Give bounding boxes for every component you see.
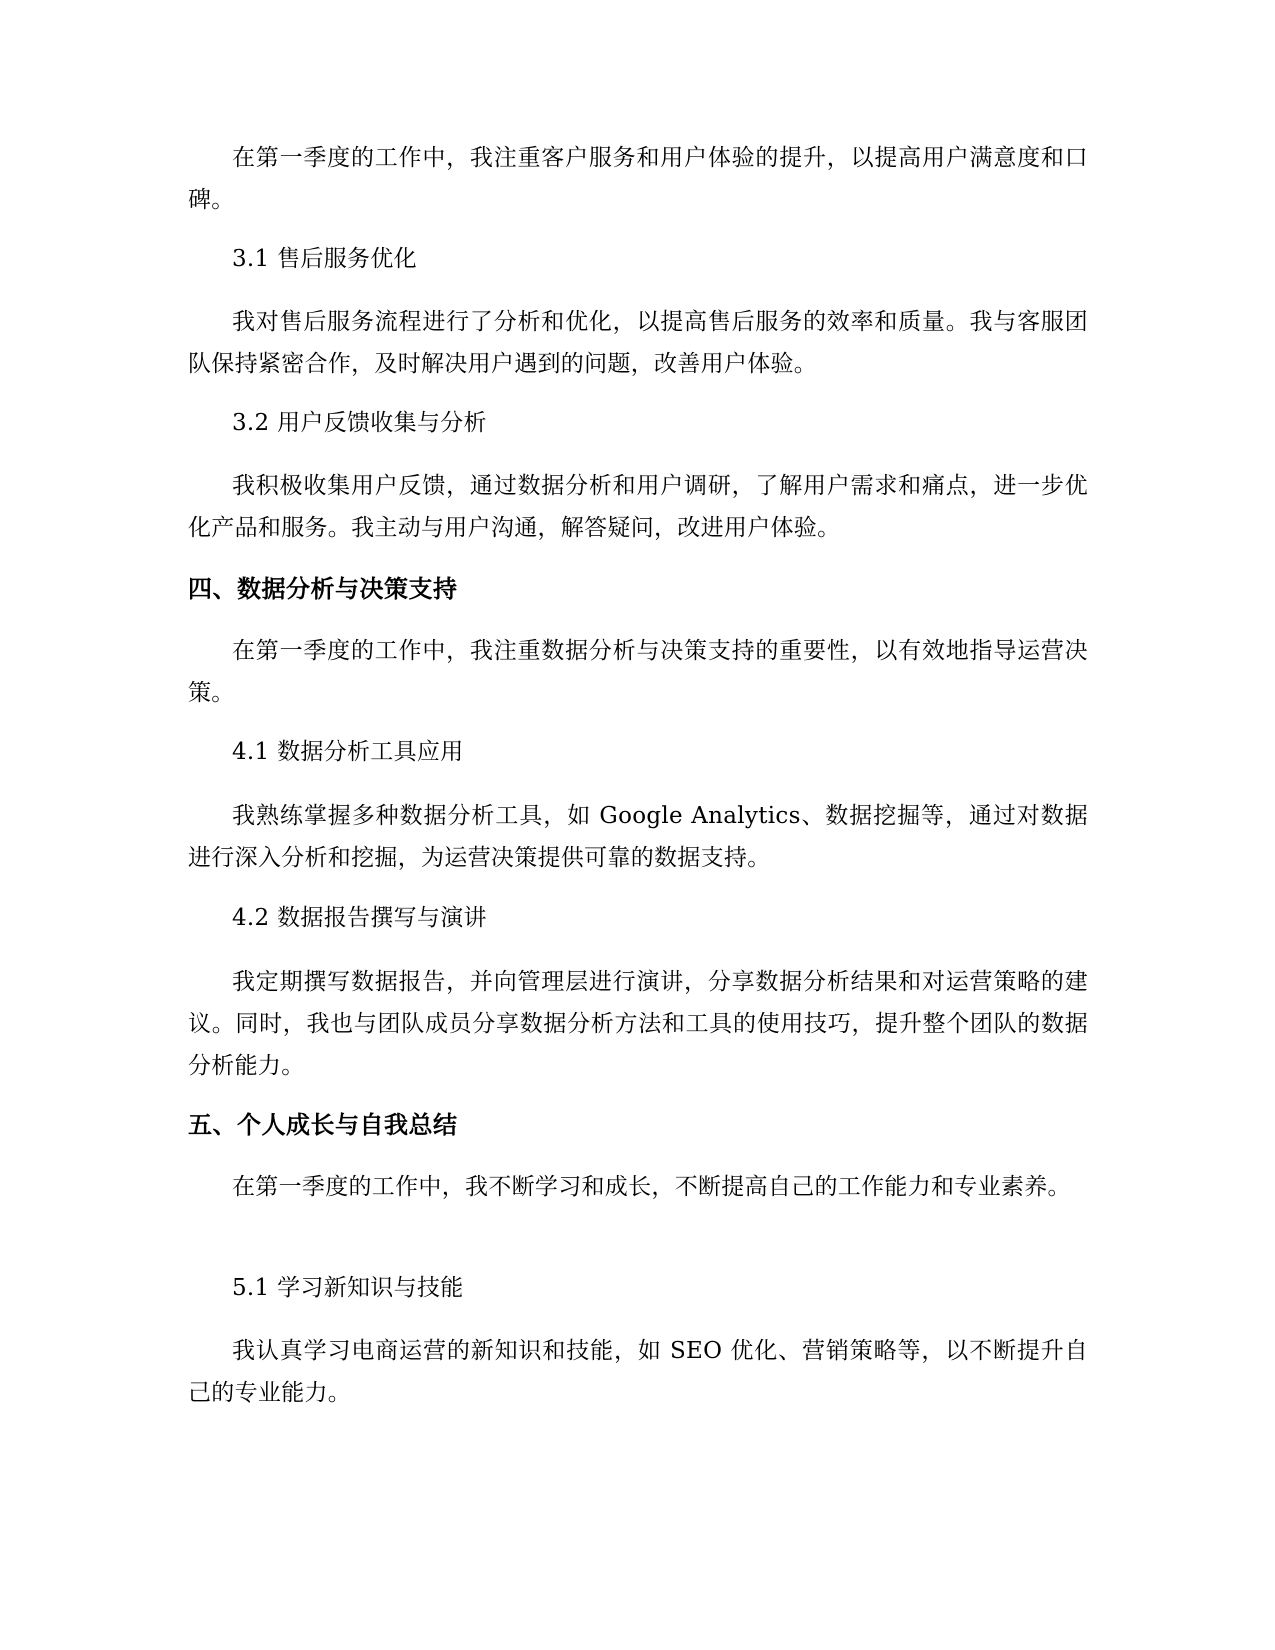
subheading-3-1: 3.1 售后服务优化 xyxy=(232,246,417,272)
paragraph-section-5-intro: 在第一季度的工作中，我不断学习和成长，不断提高自己的工作能力和专业素养。 xyxy=(232,1174,1071,1200)
paragraph-3-2: 我积极收集用户反馈，通过数据分析和用户调研，了解用户需求和痛点，进一步优化产品和服务。我主动与用户沟通，解答疑问，改进用户体验。 xyxy=(188,473,1088,541)
paragraph-section-3-intro: 在第一季度的工作中，我注重客户服务和用户体验的提升，以提高用户满意度和口碑。 xyxy=(188,145,1088,213)
paragraph-3-1: 我对售后服务流程进行了分析和优化，以提高售后服务的效率和质量。我与客服团队保持紧密合作，及时解决用户遇到的问题，改善用户体验。 xyxy=(188,309,1088,377)
paragraph-4-2: 我定期撰写数据报告，并向管理层进行演讲，分享数据分析结果和对运营策略的建议。同时，我也与团队成员分享数据分析方法和工具的使用技巧，提升整个团队的数据分析能力。 xyxy=(188,969,1088,1079)
subheading-5-1: 5.1 学习新知识与技能 xyxy=(232,1275,464,1301)
subheading-4-2: 4.2 数据报告撰写与演讲 xyxy=(232,905,487,931)
subheading-3-2: 3.2 用户反馈收集与分析 xyxy=(232,410,487,436)
section-heading-4: 四、数据分析与决策支持 xyxy=(188,575,458,603)
paragraph-4-1: 我熟练掌握多种数据分析工具，如 Google Analytics、数据挖掘等，通过对数据进行深入分析和挖掘，为运营决策提供可靠的数据支持。 xyxy=(188,803,1088,871)
subheading-4-1: 4.1 数据分析工具应用 xyxy=(232,739,464,765)
paragraph-section-4-intro: 在第一季度的工作中，我注重数据分析与决策支持的重要性，以有效地指导运营决策。 xyxy=(188,638,1088,706)
paragraph-5-1: 我认真学习电商运营的新知识和技能，如 SEO 优化、营销策略等，以不断提升自己的专业能力。 xyxy=(188,1338,1088,1406)
section-heading-5: 五、个人成长与自我总结 xyxy=(188,1111,458,1139)
